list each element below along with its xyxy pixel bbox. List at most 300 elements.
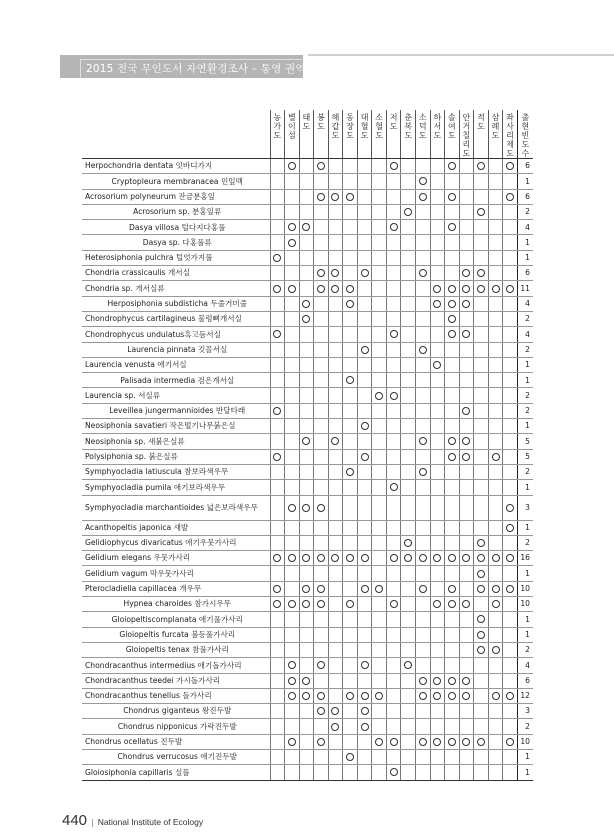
table-row bbox=[82, 174, 533, 189]
presence-circle-icon bbox=[492, 585, 500, 593]
presence-circle-icon bbox=[404, 208, 412, 216]
presence-cell bbox=[270, 551, 285, 566]
presence-cell bbox=[285, 734, 300, 749]
table-row bbox=[82, 281, 533, 296]
presence-cell bbox=[314, 627, 329, 642]
presence-cell bbox=[503, 520, 518, 535]
presence-circle-icon bbox=[331, 723, 339, 731]
presence-cell bbox=[503, 449, 518, 464]
presence-cell bbox=[445, 642, 460, 657]
presence-cell bbox=[386, 749, 401, 764]
column-header-island bbox=[445, 110, 460, 159]
presence-cell bbox=[328, 235, 343, 250]
presence-cell bbox=[372, 434, 387, 449]
species-name: Polysiphonia sp. 붉은실류 bbox=[82, 449, 270, 464]
presence-cell bbox=[285, 688, 300, 703]
presence-cell bbox=[401, 612, 416, 627]
presence-cell bbox=[416, 581, 431, 596]
presence-cell bbox=[416, 535, 431, 550]
table-row bbox=[82, 749, 533, 764]
presence-cell bbox=[372, 464, 387, 479]
presence-cell bbox=[372, 673, 387, 688]
presence-circle-icon bbox=[492, 646, 500, 654]
presence-cell bbox=[474, 189, 489, 204]
presence-cell bbox=[488, 495, 503, 520]
species-name: Chondrus verrucosus 애기진두발 bbox=[82, 749, 270, 764]
presence-cell bbox=[372, 597, 387, 612]
presence-cell bbox=[416, 673, 431, 688]
presence-cell bbox=[503, 174, 518, 189]
presence-circle-icon bbox=[477, 585, 485, 593]
presence-circle-icon bbox=[506, 193, 514, 201]
presence-cell bbox=[343, 612, 358, 627]
presence-cell bbox=[372, 627, 387, 642]
presence-cell bbox=[372, 189, 387, 204]
occurrence-count: 6 bbox=[517, 159, 533, 174]
presence-cell bbox=[314, 342, 329, 357]
presence-circle-icon bbox=[317, 707, 325, 715]
presence-cell bbox=[459, 673, 474, 688]
presence-circle-icon bbox=[462, 285, 470, 293]
presence-cell bbox=[270, 495, 285, 520]
presence-cell bbox=[372, 204, 387, 219]
presence-cell bbox=[459, 597, 474, 612]
presence-cell bbox=[386, 419, 401, 434]
presence-cell bbox=[386, 765, 401, 780]
presence-cell bbox=[503, 204, 518, 219]
presence-cell bbox=[401, 159, 416, 174]
presence-circle-icon bbox=[419, 677, 427, 685]
presence-cell bbox=[503, 551, 518, 566]
presence-cell bbox=[285, 495, 300, 520]
presence-circle-icon bbox=[273, 585, 281, 593]
presence-cell bbox=[314, 581, 329, 596]
occurrence-count: 10 bbox=[517, 581, 533, 596]
presence-cell bbox=[430, 688, 445, 703]
occurrence-count: 10 bbox=[517, 597, 533, 612]
presence-cell bbox=[372, 296, 387, 311]
presence-cell bbox=[401, 434, 416, 449]
presence-cell bbox=[459, 520, 474, 535]
presence-cell bbox=[328, 673, 343, 688]
presence-cell bbox=[459, 704, 474, 719]
presence-cell bbox=[430, 434, 445, 449]
presence-cell bbox=[401, 495, 416, 520]
presence-circle-icon bbox=[375, 392, 383, 400]
presence-cell bbox=[386, 704, 401, 719]
table-row bbox=[82, 464, 533, 479]
presence-cell bbox=[386, 612, 401, 627]
presence-cell bbox=[270, 719, 285, 734]
presence-cell bbox=[285, 266, 300, 281]
species-name: Chondria sp. 개서실류 bbox=[82, 281, 270, 296]
presence-cell bbox=[270, 434, 285, 449]
presence-cell bbox=[488, 704, 503, 719]
presence-circle-icon bbox=[492, 285, 500, 293]
presence-circle-icon bbox=[462, 554, 470, 562]
presence-cell bbox=[459, 235, 474, 250]
presence-circle-icon bbox=[288, 162, 296, 170]
presence-cell bbox=[270, 449, 285, 464]
presence-cell bbox=[474, 281, 489, 296]
presence-cell bbox=[314, 688, 329, 703]
presence-cell bbox=[270, 281, 285, 296]
presence-cell bbox=[430, 342, 445, 357]
presence-cell bbox=[474, 627, 489, 642]
presence-circle-icon bbox=[361, 554, 369, 562]
occurrence-count: 1 bbox=[517, 612, 533, 627]
presence-cell bbox=[285, 403, 300, 418]
presence-cell bbox=[343, 704, 358, 719]
presence-circle-icon bbox=[288, 504, 296, 512]
species-name: Cryptopleura membranacea 민잎맥 bbox=[82, 174, 270, 189]
presence-circle-icon bbox=[331, 437, 339, 445]
table-row bbox=[82, 250, 533, 265]
occurrence-count: 6 bbox=[517, 266, 533, 281]
species-name: Chondracanthus intermedius 애기돌가사리 bbox=[82, 658, 270, 673]
species-name: Neosiphonia sp. 새붉은실류 bbox=[82, 434, 270, 449]
table-row bbox=[82, 266, 533, 281]
species-name: Chondracanthus teedei 가시돌가사리 bbox=[82, 673, 270, 688]
presence-cell bbox=[401, 535, 416, 550]
species-name: Acanthopeltis japonica 새발 bbox=[82, 520, 270, 535]
presence-cell bbox=[459, 403, 474, 418]
presence-cell bbox=[488, 551, 503, 566]
presence-cell bbox=[357, 159, 372, 174]
presence-circle-icon bbox=[462, 677, 470, 685]
presence-cell bbox=[503, 220, 518, 235]
presence-cell bbox=[386, 597, 401, 612]
presence-cell bbox=[328, 311, 343, 326]
column-header-island bbox=[285, 110, 300, 159]
presence-cell bbox=[430, 449, 445, 464]
presence-cell bbox=[343, 159, 358, 174]
presence-circle-icon bbox=[288, 661, 296, 669]
presence-cell bbox=[474, 551, 489, 566]
presence-cell bbox=[488, 520, 503, 535]
presence-cell bbox=[430, 189, 445, 204]
presence-cell bbox=[488, 749, 503, 764]
species-name: Gelidiophycus divaricatus 애기우뭇가사리 bbox=[82, 535, 270, 550]
presence-circle-icon bbox=[404, 661, 412, 669]
presence-cell bbox=[270, 311, 285, 326]
presence-cell bbox=[459, 419, 474, 434]
presence-cell bbox=[488, 449, 503, 464]
presence-cell bbox=[270, 642, 285, 657]
presence-cell bbox=[343, 250, 358, 265]
presence-cell bbox=[357, 612, 372, 627]
presence-cell bbox=[430, 749, 445, 764]
presence-circle-icon bbox=[273, 330, 281, 338]
presence-cell bbox=[488, 419, 503, 434]
presence-cell bbox=[343, 311, 358, 326]
presence-cell bbox=[372, 551, 387, 566]
column-header-label: 대혈도 bbox=[360, 113, 369, 140]
presence-cell bbox=[299, 673, 314, 688]
presence-circle-icon bbox=[361, 723, 369, 731]
presence-cell bbox=[474, 296, 489, 311]
presence-cell bbox=[503, 495, 518, 520]
occurrence-count: 5 bbox=[517, 449, 533, 464]
presence-cell bbox=[416, 311, 431, 326]
presence-cell bbox=[401, 250, 416, 265]
presence-circle-icon bbox=[331, 707, 339, 715]
presence-cell bbox=[285, 704, 300, 719]
presence-cell bbox=[285, 673, 300, 688]
presence-circle-icon bbox=[288, 285, 296, 293]
presence-cell bbox=[386, 220, 401, 235]
species-occurrence-table bbox=[82, 110, 533, 781]
presence-cell bbox=[343, 597, 358, 612]
presence-circle-icon bbox=[331, 269, 339, 277]
presence-cell bbox=[372, 642, 387, 657]
species-name: Acrosorium polyneurum 잔금분홍잎 bbox=[82, 189, 270, 204]
presence-cell bbox=[445, 612, 460, 627]
column-header-label: 해갑도 bbox=[331, 113, 340, 140]
presence-cell bbox=[459, 220, 474, 235]
presence-circle-icon bbox=[477, 646, 485, 654]
presence-cell bbox=[459, 642, 474, 657]
presence-cell bbox=[314, 250, 329, 265]
occurrence-count: 1 bbox=[517, 520, 533, 535]
presence-cell bbox=[488, 327, 503, 342]
presence-cell bbox=[270, 464, 285, 479]
presence-cell bbox=[343, 688, 358, 703]
presence-cell bbox=[488, 434, 503, 449]
column-header-island bbox=[503, 110, 518, 159]
species-name: Gloiopeltis furcata 불등풀가사리 bbox=[82, 627, 270, 642]
presence-cell bbox=[328, 159, 343, 174]
presence-cell bbox=[343, 566, 358, 581]
presence-circle-icon bbox=[317, 285, 325, 293]
column-header-label: 봉도 bbox=[317, 113, 325, 131]
presence-cell bbox=[299, 174, 314, 189]
presence-cell bbox=[299, 597, 314, 612]
presence-cell bbox=[474, 612, 489, 627]
presence-cell bbox=[503, 749, 518, 764]
presence-circle-icon bbox=[433, 300, 441, 308]
presence-circle-icon bbox=[448, 677, 456, 685]
presence-cell bbox=[299, 159, 314, 174]
presence-cell bbox=[430, 220, 445, 235]
presence-cell bbox=[299, 642, 314, 657]
presence-circle-icon bbox=[477, 285, 485, 293]
presence-cell bbox=[372, 688, 387, 703]
presence-cell bbox=[372, 220, 387, 235]
presence-circle-icon bbox=[273, 285, 281, 293]
presence-cell bbox=[343, 296, 358, 311]
presence-circle-icon bbox=[361, 692, 369, 700]
presence-cell bbox=[357, 189, 372, 204]
table-row bbox=[82, 597, 533, 612]
presence-cell bbox=[328, 704, 343, 719]
presence-cell bbox=[285, 535, 300, 550]
table-row bbox=[82, 327, 533, 342]
presence-cell bbox=[401, 189, 416, 204]
presence-cell bbox=[357, 566, 372, 581]
presence-cell bbox=[372, 250, 387, 265]
species-name: Laurencia sp. 서실류 bbox=[82, 388, 270, 403]
presence-cell bbox=[299, 551, 314, 566]
presence-cell bbox=[430, 250, 445, 265]
presence-cell bbox=[459, 449, 474, 464]
presence-cell bbox=[357, 342, 372, 357]
presence-cell bbox=[386, 464, 401, 479]
presence-circle-icon bbox=[477, 738, 485, 746]
presence-cell bbox=[285, 627, 300, 642]
presence-cell bbox=[285, 658, 300, 673]
presence-cell bbox=[459, 749, 474, 764]
presence-cell bbox=[430, 597, 445, 612]
presence-cell bbox=[270, 235, 285, 250]
species-name: Gelidium elegans 우뭇가사리 bbox=[82, 551, 270, 566]
presence-cell bbox=[357, 235, 372, 250]
presence-circle-icon bbox=[390, 768, 398, 776]
presence-cell bbox=[416, 327, 431, 342]
presence-cell bbox=[416, 642, 431, 657]
presence-cell bbox=[299, 342, 314, 357]
presence-cell bbox=[459, 204, 474, 219]
presence-cell bbox=[343, 373, 358, 388]
presence-circle-icon bbox=[477, 554, 485, 562]
presence-circle-icon bbox=[361, 422, 369, 430]
presence-cell bbox=[503, 434, 518, 449]
presence-cell bbox=[401, 296, 416, 311]
presence-cell bbox=[416, 597, 431, 612]
presence-cell bbox=[343, 419, 358, 434]
presence-cell bbox=[299, 311, 314, 326]
presence-cell bbox=[416, 159, 431, 174]
presence-cell bbox=[488, 342, 503, 357]
presence-cell bbox=[474, 235, 489, 250]
presence-cell bbox=[314, 403, 329, 418]
occurrence-count: 4 bbox=[517, 327, 533, 342]
presence-cell bbox=[343, 535, 358, 550]
column-header-label: 좌사리제도 bbox=[506, 113, 514, 158]
presence-cell bbox=[474, 434, 489, 449]
header-rule bbox=[308, 54, 614, 56]
presence-cell bbox=[343, 357, 358, 372]
species-name: Herpochondria dentata 잇바디가지 bbox=[82, 159, 270, 174]
species-name: Chondracanthus tenellus 돌가사리 bbox=[82, 688, 270, 703]
presence-cell bbox=[503, 419, 518, 434]
page-footer bbox=[62, 810, 203, 829]
presence-cell bbox=[459, 551, 474, 566]
occurrence-count: 1 bbox=[517, 174, 533, 189]
presence-cell bbox=[299, 734, 314, 749]
presence-cell bbox=[285, 357, 300, 372]
presence-circle-icon bbox=[346, 300, 354, 308]
presence-cell bbox=[445, 627, 460, 642]
presence-cell bbox=[430, 581, 445, 596]
presence-circle-icon bbox=[317, 193, 325, 201]
presence-cell bbox=[357, 311, 372, 326]
presence-cell bbox=[343, 627, 358, 642]
presence-cell bbox=[386, 449, 401, 464]
presence-cell bbox=[357, 220, 372, 235]
presence-circle-icon bbox=[462, 407, 470, 415]
presence-cell bbox=[430, 373, 445, 388]
presence-circle-icon bbox=[390, 392, 398, 400]
column-header-label: 농가도 bbox=[273, 113, 282, 140]
presence-circle-icon bbox=[302, 223, 310, 231]
presence-circle-icon bbox=[506, 504, 514, 512]
presence-circle-icon bbox=[419, 738, 427, 746]
presence-cell bbox=[459, 266, 474, 281]
presence-circle-icon bbox=[390, 483, 398, 491]
presence-cell bbox=[314, 734, 329, 749]
presence-cell bbox=[401, 342, 416, 357]
presence-circle-icon bbox=[448, 738, 456, 746]
presence-cell bbox=[343, 642, 358, 657]
presence-circle-icon bbox=[448, 223, 456, 231]
presence-circle-icon bbox=[331, 285, 339, 293]
presence-cell bbox=[488, 174, 503, 189]
presence-circle-icon bbox=[302, 315, 310, 323]
presence-cell bbox=[445, 373, 460, 388]
occurrence-count: 4 bbox=[517, 658, 533, 673]
column-header-label: 솔여도 bbox=[447, 113, 456, 140]
presence-cell bbox=[357, 419, 372, 434]
presence-circle-icon bbox=[419, 177, 427, 185]
presence-circle-icon bbox=[404, 539, 412, 547]
presence-cell bbox=[270, 535, 285, 550]
species-name: Heterosiphonia pulchra 털엇가지풀 bbox=[82, 250, 270, 265]
presence-cell bbox=[445, 296, 460, 311]
presence-cell bbox=[430, 357, 445, 372]
presence-cell bbox=[357, 403, 372, 418]
presence-circle-icon bbox=[317, 738, 325, 746]
column-header-island bbox=[416, 110, 431, 159]
presence-cell bbox=[474, 673, 489, 688]
presence-cell bbox=[270, 673, 285, 688]
presence-cell bbox=[459, 327, 474, 342]
presence-cell bbox=[416, 342, 431, 357]
presence-cell bbox=[299, 765, 314, 780]
presence-cell bbox=[474, 719, 489, 734]
presence-cell bbox=[386, 388, 401, 403]
presence-cell bbox=[430, 480, 445, 495]
presence-cell bbox=[416, 520, 431, 535]
presence-cell bbox=[372, 159, 387, 174]
table-header-row bbox=[82, 110, 533, 159]
presence-circle-icon bbox=[506, 692, 514, 700]
presence-cell bbox=[299, 495, 314, 520]
presence-cell bbox=[386, 342, 401, 357]
presence-circle-icon bbox=[477, 162, 485, 170]
presence-cell bbox=[445, 673, 460, 688]
presence-cell bbox=[401, 388, 416, 403]
occurrence-count: 10 bbox=[517, 734, 533, 749]
presence-cell bbox=[474, 373, 489, 388]
presence-circle-icon bbox=[448, 585, 456, 593]
species-name: Pterocladiella capillacea 개우무 bbox=[82, 581, 270, 596]
species-name: Leveillea jungermannioides 반달타래 bbox=[82, 403, 270, 418]
presence-cell bbox=[445, 658, 460, 673]
presence-cell bbox=[357, 495, 372, 520]
presence-cell bbox=[459, 388, 474, 403]
presence-cell bbox=[343, 266, 358, 281]
presence-circle-icon bbox=[433, 554, 441, 562]
table-row bbox=[82, 373, 533, 388]
presence-cell bbox=[488, 357, 503, 372]
presence-cell bbox=[328, 434, 343, 449]
presence-cell bbox=[328, 581, 343, 596]
presence-cell bbox=[299, 449, 314, 464]
presence-cell bbox=[430, 535, 445, 550]
presence-cell bbox=[270, 581, 285, 596]
presence-cell bbox=[416, 449, 431, 464]
